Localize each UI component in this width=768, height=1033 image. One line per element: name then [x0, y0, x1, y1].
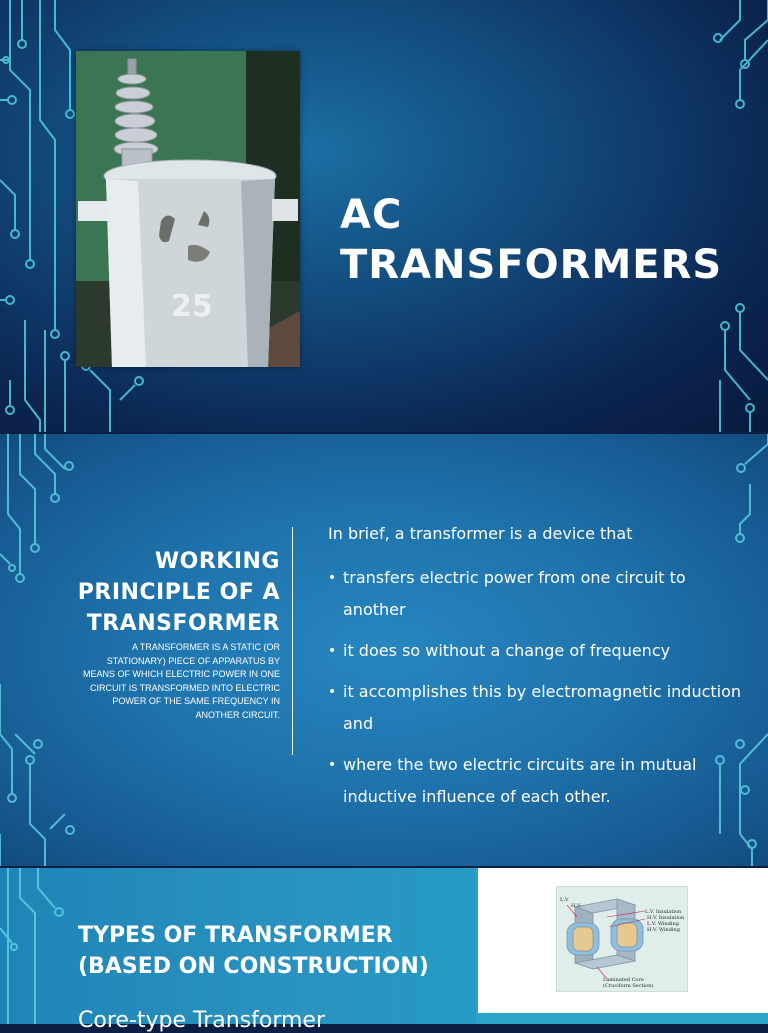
list-item: • it accomplishes this by electromagnetic induction and: [328, 676, 748, 740]
types-heading: TYPES OF TRANSFORMER (BASED ON CONSTRUCTION): [78, 923, 429, 979]
bullet-icon: •: [328, 684, 337, 700]
diagram-label-lv: L.V: [560, 897, 569, 903]
tank-number-text: 25: [171, 289, 213, 324]
list-item: • where the two electric circuits are in mutual inductive influence of each other.: [328, 749, 748, 813]
bullet-icon: •: [328, 757, 337, 773]
diagram-label-lv-insulation: L.V. Insulation: [645, 909, 682, 915]
brief-bullet-list: [328, 562, 748, 813]
diagram-label-lv-winding: L.V. Winding: [647, 921, 679, 927]
types-next-text: Core-type Transformer: [78, 1008, 326, 1033]
list-item: • it does so without a change of frequency: [328, 635, 748, 667]
title-line-1: AC: [340, 192, 403, 238]
diagram-label-hv-insulation: H.V. Insulation: [647, 915, 685, 921]
working-principle-description: A TRANSFORMER IS A STATIC (OR STATIONARY) PIECE OF APPARATUS BY MEANS OF WHICH ELECTRIC POWER IN ONE CIRCUIT IS TRANSFORMED INTO ELECTRIC POWER OF THE SAME FREQUENCY IN ANOTHER CIRCUIT.: [82, 642, 280, 720]
core-type-transformer-diagram: [556, 886, 688, 992]
bullet-icon: •: [328, 643, 337, 659]
transformer-photo: [76, 51, 300, 367]
diagram-label-hv: H.V.: [571, 903, 582, 909]
title-line-2: TRANSFORMERS: [340, 242, 723, 288]
slide-title: [0, 0, 768, 432]
slide-title-text: [340, 190, 722, 290]
list-item: • transfers electric power from one circuit to another: [328, 562, 748, 626]
brief-content: [328, 520, 748, 822]
working-principle-heading: WORKING PRINCIPLE OF A TRANSFORMER: [77, 549, 280, 636]
vertical-divider: [292, 527, 293, 755]
diagram-label-core: Laminated Core: [603, 977, 644, 983]
bullet-icon: •: [328, 570, 337, 586]
brief-intro: In brief, a transformer is a device that: [328, 524, 633, 543]
diagram-label-core-section: (Cruciform Section): [603, 983, 654, 989]
diagram-label-hv-winding: H.V. Winding: [647, 927, 680, 933]
